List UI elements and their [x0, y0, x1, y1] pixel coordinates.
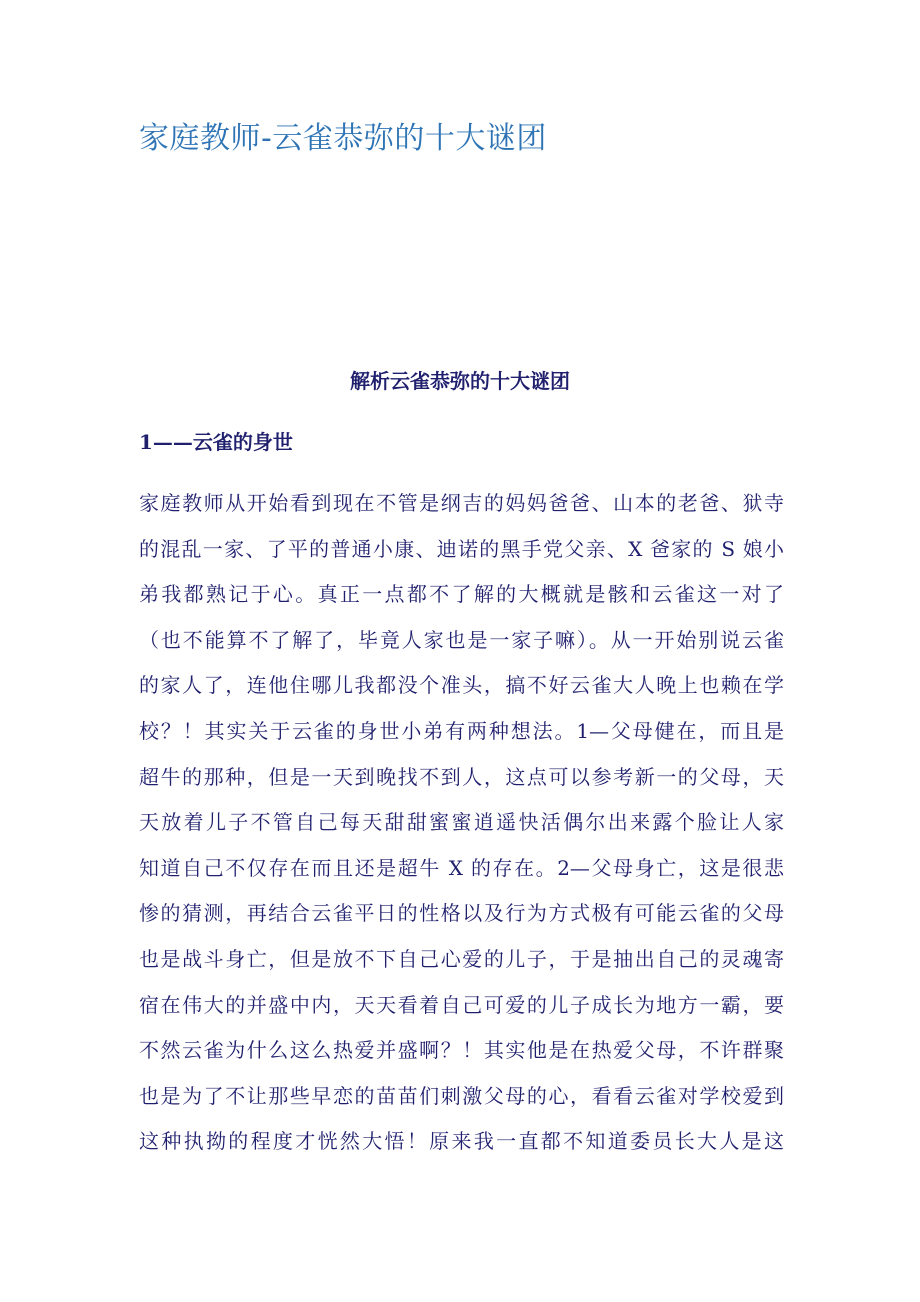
body-line: 弟我都熟记于心。真正一点都不了解的大概就是骸和云雀这一对了 [139, 582, 784, 607]
body-line: 惨的猜测，再结合云雀平日的性格以及行为方式极有可能云雀的父母 [139, 901, 784, 926]
body-line: 这种执拗的程度才恍然大悟！原来我一直都不知道委员长大人是这 [139, 1129, 784, 1154]
body-line: 不然云雀为什么这么热爱并盛啊？！其实他是在热爱父母，不许群聚 [139, 1038, 784, 1063]
article-subtitle: 解析云雀恭弥的十大谜团 [350, 369, 570, 393]
body-line: 也是为了不让那些早恋的苗苗们刺激父母的心，看看云雀对学校爱到 [139, 1083, 784, 1108]
body-line: 知道自己不仅存在而且还是超牛 X 的存在。2—父母身亡，这是很悲 [139, 855, 784, 880]
section-heading: 1——云雀的身世 [139, 430, 293, 454]
body-paragraph [139, 481, 784, 1165]
body-line: 宿在伟大的并盛中内，天天看着自己可爱的儿子成长为地方一霸，要 [139, 992, 784, 1017]
document-title: 家庭教师-云雀恭弥的十大谜团 [139, 121, 547, 156]
body-line: 的家人了，连他住哪儿我都没个准头，搞不好云雀大人晚上也赖在学 [139, 673, 784, 698]
body-line: 校？！其实关于云雀的身世小弟有两种想法。1—父母健在，而且是 [139, 718, 784, 743]
body-line: 也是战斗身亡，但是放不下自己心爱的儿子，于是抽出自己的灵魂寄 [139, 946, 784, 971]
body-line: （也不能算不了解了，毕竟人家也是一家子嘛）。从一开始别说云雀 [139, 627, 784, 652]
body-line: 超牛的那种，但是一天到晚找不到人，这点可以参考新一的父母，天 [139, 764, 784, 789]
body-line: 天放着儿子不管自己每天甜甜蜜蜜逍遥快活偶尔出来露个脸让人家 [139, 810, 784, 835]
body-line: 的混乱一家、了平的普通小康、迪诺的黑手党父亲、X 爸家的 S 娘小 [139, 536, 784, 561]
body-line: 家庭教师从开始看到现在不管是纲吉的妈妈爸爸、山本的老爸、狱寺 [139, 491, 784, 515]
